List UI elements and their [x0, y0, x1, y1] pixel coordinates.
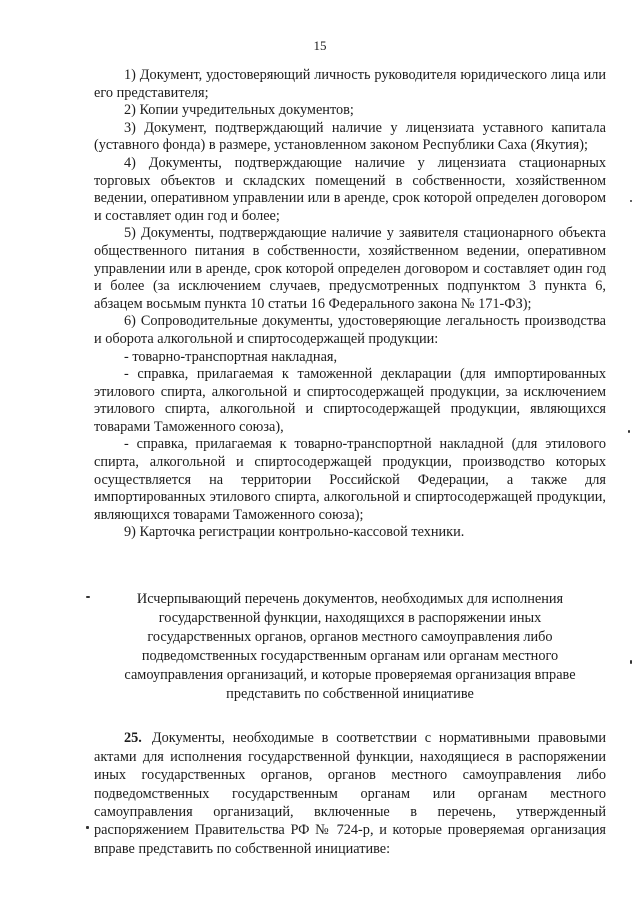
heading-line: самоуправления организаций, и которые проверяемая организация вправе [124, 667, 576, 683]
document-list [94, 67, 606, 542]
dash-item-1: - товарно-транспортная накладная, [124, 348, 338, 365]
scan-speck [630, 660, 632, 664]
heading-line: представить по собственной инициативе [226, 686, 474, 702]
list-item-9: 9) Карточка регистрации контрольно-кассовой техники. [124, 524, 465, 541]
paragraph-text: Документы, необходимые в соответствии с нормативными правовыми актами для исполнения государственной функции, находящиеся в распоряжении иных государственных органов, органов местного самоуправления либо подведомственных государственным органам или органам местного самоуправления организаций, включенные в перечень, утвержденный распоряжением Правительства РФ № 724-р, и которые проверяемая организация вправе представить по собственной инициативе: [94, 730, 606, 857]
paragraph-25 [94, 729, 606, 858]
heading-line: Исчерпывающий перечень документов, необходимых для исполнения [136, 591, 564, 607]
scan-speck [86, 596, 90, 598]
list-item-2: 2) Копии учредительных документов; [124, 102, 354, 119]
list-item-4: 4) Документы, подтверждающие наличие у лицензиата стационарных торговых объектов и складских помещений в собственности, хозяйственном ведении, оперативном управлении или в аренде, срок которой определен договором и составляет один год и более; [94, 154, 606, 224]
dash-item-3: - справка, прилагаемая к товарно-транспортной накладной (для этилового спирта, алкогольной и спиртосодержащей продукции, производство которых осуществляется на территории Российской Федерации, а также для импортированных этилового спирта, алкогольной и спиртосодержащей продукции, являющихся товарами Таможенного союза); [94, 436, 606, 523]
heading-line: подведомственных государственным органам или органам местного [141, 648, 559, 664]
scan-speck [86, 826, 89, 829]
list-item-3: 3) Документ, подтверждающий наличие у лицензиата уставного капитала (уставного фонда) в размере, установленном законом Республики Саха (Якутия); [94, 119, 606, 154]
list-item-1: 1) Документ, удостоверяющий личность руководителя юридического лица или его представителя; [94, 67, 606, 101]
section-heading [112, 590, 588, 704]
heading-line: государственной функции, находящихся в распоряжении иных [158, 610, 542, 626]
scan-speck [630, 200, 632, 202]
paragraph-number: 25. [124, 730, 142, 747]
scan-speck [628, 430, 630, 433]
list-item-6: 6) Сопроводительные документы, удостоверяющие легальность производства и оборота алкогольной и спиртосодержащей продукции: [94, 313, 606, 347]
heading-line: государственных органов, органов местного самоуправления либо [147, 629, 553, 645]
dash-item-2: - справка, прилагаемая к таможенной декларации (для импортированных этилового спирта, алкогольной и спиртосодержащей продукции, за исключением этилового спирта, алкогольной и спиртосодержащей продукции, являющихся товарами Таможенного союза), [94, 366, 606, 435]
list-item-5: 5) Документы, подтверждающие наличие у заявителя стационарного объекта общественного питания в собственности, хозяйственном ведении, оперативном управлении или в аренде, срок которой определен договором и составляет один год и более (за исключением случаев, предусмотренных подпунктом 3 пункта 6, абзацем восьмым пункта 10 статьи 16 Федерального закона № 171-ФЗ); [94, 225, 606, 312]
page-number: 15 [313, 38, 327, 53]
